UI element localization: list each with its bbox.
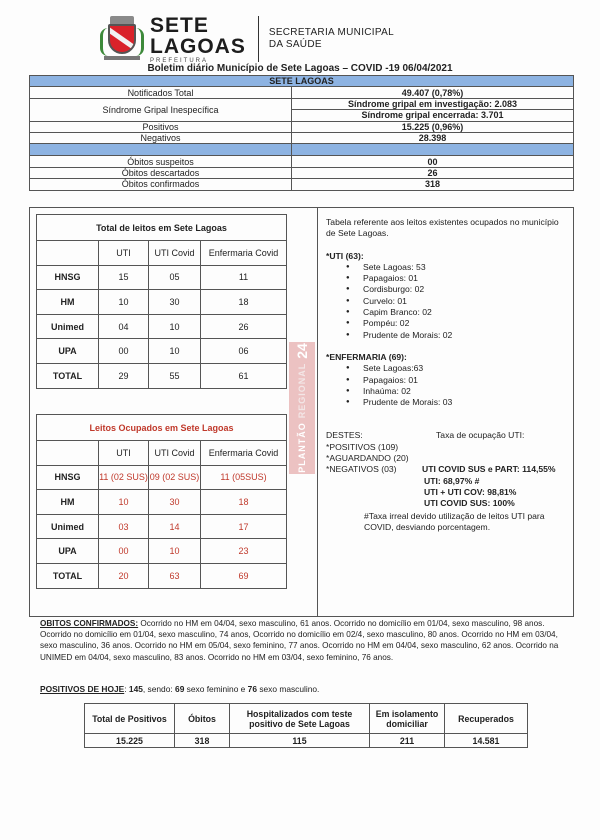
separator-cell — [292, 144, 574, 156]
occupied-beds-table — [36, 414, 287, 589]
table-row — [37, 339, 287, 364]
table-row — [37, 490, 287, 515]
enfermaria-value: 69 — [201, 563, 287, 588]
row-value: 26 — [292, 167, 574, 178]
column-header: Óbitos — [175, 704, 230, 734]
uti-value: 04 — [99, 314, 149, 339]
uti-covid-value: 10 — [149, 314, 201, 339]
row-label: Negativos — [30, 132, 292, 143]
recovered-value: 14.581 — [445, 734, 528, 748]
table-row — [30, 179, 574, 190]
header-divider — [258, 16, 259, 62]
table-row — [37, 265, 287, 290]
hospital-name: TOTAL — [37, 563, 99, 588]
enfermaria-value: 23 — [201, 539, 287, 564]
hospital-name: TOTAL — [37, 363, 99, 388]
summary-table — [29, 75, 574, 191]
enfermaria-value: 26 — [201, 314, 287, 339]
column-header: Em isolamento domiciliar — [370, 704, 445, 734]
enfermaria-title: *ENFERMARIA (69): — [326, 351, 407, 362]
dept-line2: DA SAÚDE — [268, 39, 322, 50]
brand-line3: PREFEITURA — [150, 57, 209, 64]
enfermaria-value: 17 — [201, 514, 287, 539]
list-item: ● Cordisburgo: 02 — [346, 284, 570, 295]
positives-today-label: POSITIVOS DE HOJE — [40, 684, 125, 694]
enfermaria-value: 11 (05SUS) — [201, 465, 287, 490]
bulletin-title: Boletim diário Município de Sete Lagoas – COVID -19 06/04/2021 — [147, 63, 453, 74]
uti-value: 10 — [99, 290, 149, 315]
uti-covid-value: 05 — [149, 265, 201, 290]
list-item: ● Pompéu: 02 — [346, 318, 570, 329]
column-header: UTI — [99, 441, 149, 466]
dept-line1: SECRETARIA MUNICIPAL — [268, 27, 394, 38]
column-header: UTI — [99, 241, 149, 266]
uti-value: 00 — [99, 539, 149, 564]
list-item: ● Inhaúma: 02 — [346, 386, 570, 397]
enfermaria-value: 61 — [201, 363, 287, 388]
header — [100, 14, 394, 64]
totals-value-row — [85, 734, 528, 748]
column-header: Enfermaria Covid — [201, 441, 287, 466]
uti-covid-value: 10 — [149, 339, 201, 364]
deaths-value: 318 — [175, 734, 230, 748]
enfermaria-list — [326, 363, 570, 408]
hospital-name: Unimed — [37, 314, 99, 339]
total-positives-value: 15.225 — [85, 734, 175, 748]
table-row — [30, 156, 574, 167]
uti-value: 11 (02 SUS) — [99, 465, 149, 490]
table-row — [37, 290, 287, 315]
totals-table — [84, 703, 528, 748]
uti-value: 15 — [99, 265, 149, 290]
confirmed-deaths-text — [40, 618, 560, 663]
enfermaria-value: 06 — [201, 339, 287, 364]
rate-line: UTI COVID SUS e PART: 114,55% — [422, 464, 556, 475]
enfermaria-value: 11 — [201, 265, 287, 290]
column-header — [37, 441, 99, 466]
list-item: ● Prudente de Morais: 03 — [346, 397, 570, 408]
table-row — [37, 514, 287, 539]
row-value: 28.398 — [292, 132, 574, 143]
table-row — [30, 87, 574, 98]
list-item: ● Papagaios: 01 — [346, 273, 570, 284]
column-header: Total de Positivos — [85, 704, 175, 734]
occupancy-rates — [326, 464, 570, 475]
positives-today-male: 76 — [247, 684, 257, 694]
row-value: 318 — [292, 179, 574, 190]
table-row-total — [37, 363, 287, 388]
watermark-line2: REGIONAL — [297, 362, 307, 419]
uti-covid-value: 10 — [149, 539, 201, 564]
text-fragment: sexo feminino e — [184, 684, 248, 694]
beds-notes — [326, 217, 570, 533]
uti-covid-value: 30 — [149, 290, 201, 315]
beds-header-row — [37, 241, 287, 266]
brand-line1: SETE — [150, 13, 209, 37]
row-label: Positivos — [30, 121, 292, 132]
uti-value: 20 — [99, 563, 149, 588]
row-label: Óbitos confirmados — [30, 179, 292, 190]
text-fragment: , sendo: — [142, 684, 176, 694]
separator-cell — [30, 144, 292, 156]
city-logo — [150, 15, 246, 64]
positives-today-total: 145 — [128, 684, 143, 694]
uti-covid-value: 14 — [149, 514, 201, 539]
uti-covid-value: 09 (02 SUS) — [149, 465, 201, 490]
row-value: 00 — [292, 156, 574, 167]
summary-section-title: SETE LAGOAS — [30, 76, 574, 87]
column-header: Hospitalizados com teste positivo de Sete Lagoas — [230, 704, 370, 734]
brand-line2: LAGOAS — [150, 34, 246, 58]
destes-label: DESTES: — [326, 430, 363, 441]
row-value: 49.407 (0,78%) — [292, 87, 574, 98]
row-value: 15.225 (0,96%) — [292, 121, 574, 132]
beds-header-row — [37, 441, 287, 466]
rate-footnote: #Taxa irreal devido utilização de leitos UTI para COVID, desviando porcentagem. — [364, 510, 545, 532]
table-row — [37, 314, 287, 339]
uti-value: 00 — [99, 339, 149, 364]
uti-covid-value: 30 — [149, 490, 201, 515]
row-value: Síndrome gripal encerrada: 3.701 — [292, 110, 574, 121]
table-row — [30, 167, 574, 178]
hospital-name: Unimed — [37, 514, 99, 539]
uti-value: 03 — [99, 514, 149, 539]
list-item: ● Sete Lagoas: 53 — [346, 262, 570, 273]
table-row — [37, 539, 287, 564]
hospitalized-value: 115 — [230, 734, 370, 748]
text-fragment: : — [124, 684, 129, 694]
enfermaria-value: 18 — [201, 290, 287, 315]
confirmed-deaths-label: OBITOS CONFIRMADOS: — [40, 619, 139, 628]
rate-line: UTI COVID SUS: 100% — [424, 498, 515, 509]
column-header — [37, 241, 99, 266]
rate-line: UTI: 68,97% # — [424, 475, 480, 486]
watermark-line1: PLANTÃO — [297, 422, 307, 473]
row-label: Óbitos suspeitos — [30, 156, 292, 167]
table-row — [37, 465, 287, 490]
taxa-title: Taxa de ocupação UTI: — [436, 430, 525, 441]
negativos-note: *NEGATIVOS (03) — [326, 464, 397, 475]
row-label: Óbitos descartados — [30, 167, 292, 178]
enfermaria-value: 18 — [201, 490, 287, 515]
column-header: UTI Covid — [149, 441, 201, 466]
total-beds-caption: Total de leitos em Sete Lagoas — [37, 215, 287, 241]
list-item: ● Capim Branco: 02 — [346, 307, 570, 318]
home-isolation-value: 211 — [370, 734, 445, 748]
list-item: ● Prudente de Morais: 02 — [346, 330, 570, 341]
section-divider — [317, 208, 318, 616]
uti-list — [326, 262, 570, 341]
text-fragment: sexo masculino. — [257, 684, 320, 694]
watermark-line3: 24 — [294, 343, 310, 359]
notes-intro: Tabela referente aos leitos existentes ocupados no município de Sete Lagoas. — [326, 217, 559, 239]
uti-value: 29 — [99, 363, 149, 388]
uti-value: 10 — [99, 490, 149, 515]
rate-line: UTI + UTI COV: 98,81% — [424, 486, 517, 497]
column-header: Recuperados — [445, 704, 528, 734]
list-item: ● Curvelo: 01 — [346, 296, 570, 307]
row-value: Síndrome gripal em investigação: 2.083 — [292, 98, 574, 109]
hospital-name: HM — [37, 490, 99, 515]
positives-today-female: 69 — [175, 684, 185, 694]
row-label: Síndrome Gripal Inespecífica — [30, 98, 292, 121]
watermark-logo — [289, 342, 315, 474]
table-row — [30, 121, 574, 132]
beds-section — [29, 207, 574, 617]
hospital-name: UPA — [37, 339, 99, 364]
totals-header-row — [85, 704, 528, 734]
uti-title: *UTI (63): — [326, 250, 364, 261]
table-row — [30, 132, 574, 143]
positivos-note: *POSITIVOS (109) — [326, 441, 399, 452]
hospital-name: HM — [37, 290, 99, 315]
hospital-name: HNSG — [37, 465, 99, 490]
confirmed-deaths-details: Ocorrido no HM em 04/04, sexo masculino, 61 anos. Ocorrido no domicílio em 01/04, sexo masculino, 98 anos. Ocorrido no domicílio em 01/04, sexo masculino, 74 anos, Ocorrido no domicílio em 02/4, sexo masculino, 80 anos. Ocorrido no HM em 03/04, sexo masculino, 36 anos. Ocorrido no HM em 05/04, sexo feminino, 77 anos. Ocorrido no HM em 04/04, sexo masculino, 62 anos. Ocorrido na UNIMED em 04/04, sexo masculino, 83 anos. Ocorrido no HM em 03/04, sexo feminino, 76 anos. — [40, 619, 559, 662]
list-item: ● Sete Lagoas:63 — [346, 363, 570, 374]
uti-covid-value: 63 — [149, 563, 201, 588]
table-row — [30, 98, 574, 109]
hospital-name: HNSG — [37, 265, 99, 290]
summary-header-row — [30, 76, 574, 87]
row-label: Notificados Total — [30, 87, 292, 98]
separator-row — [30, 144, 574, 156]
uti-covid-value: 55 — [149, 363, 201, 388]
aguardando-note: *AGUARDANDO (20) — [326, 453, 409, 464]
hospital-name: UPA — [37, 539, 99, 564]
total-beds-table — [36, 214, 287, 389]
column-header: UTI Covid — [149, 241, 201, 266]
destes-block — [326, 430, 570, 509]
occupied-beds-caption: Leitos Ocupados em Sete Lagoas — [37, 415, 287, 441]
list-item: ● Papagaios: 01 — [346, 375, 570, 386]
coat-of-arms-icon — [100, 16, 144, 62]
column-header: Enfermaria Covid — [201, 241, 287, 266]
positives-today — [40, 684, 560, 695]
department-name — [269, 27, 394, 51]
table-row-total — [37, 563, 287, 588]
